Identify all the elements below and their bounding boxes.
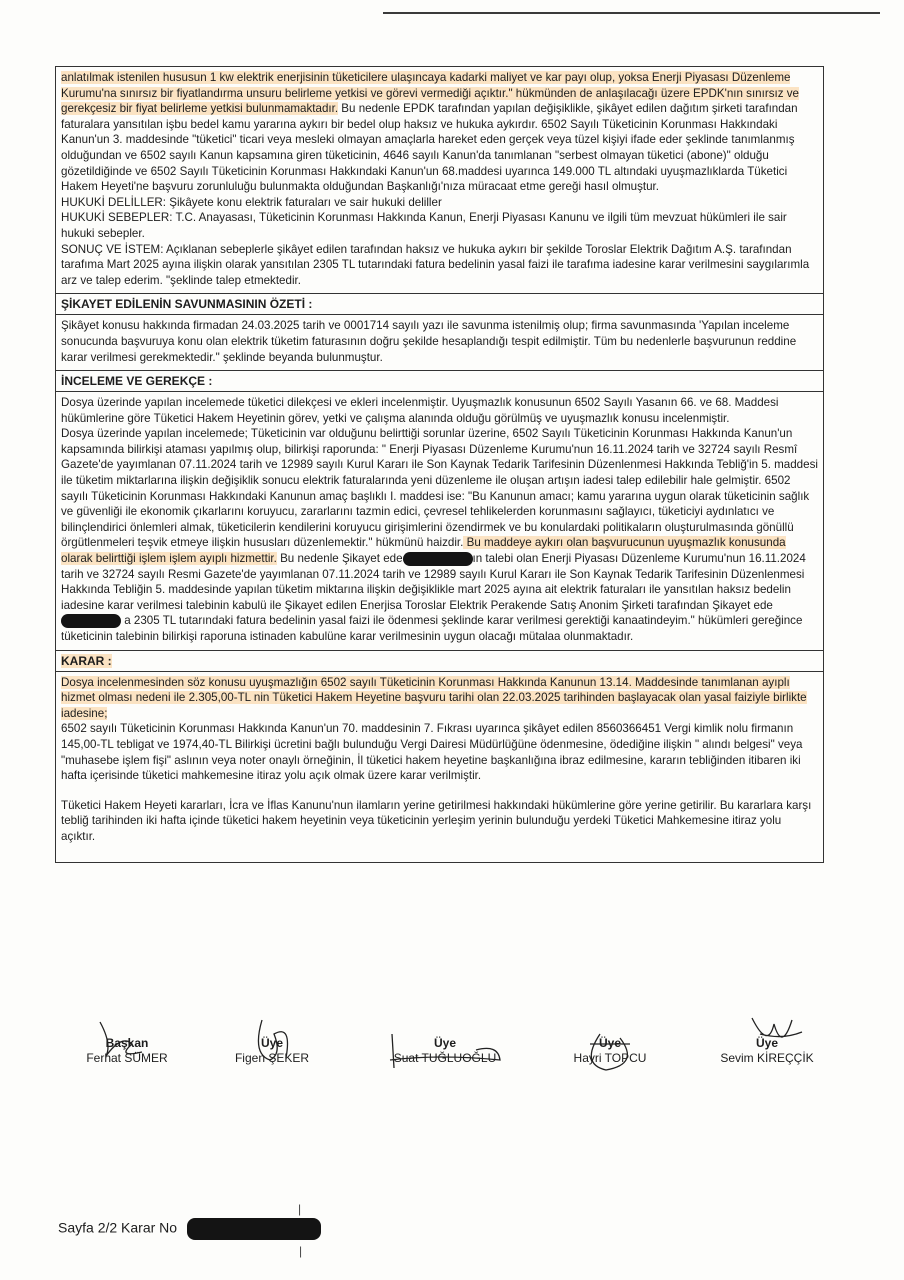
redaction-block (187, 1218, 321, 1240)
review-heading: İNCELEME VE GEREKÇE : (61, 374, 213, 389)
signatory-2: Üye Figen ŞEKER (222, 1036, 322, 1066)
redaction-block (61, 614, 121, 628)
redaction-block (403, 552, 473, 566)
margin-tick: | (298, 1202, 302, 1216)
signatory-4: Üye Hayri TOPCU (560, 1036, 660, 1066)
request-line: SONUÇ VE İSTEM: Açıklanan sebeplerle şikâyet edilen tarafından haksız ve hukuka aykırı bir şekilde Toroslar Elektrik Dağıtım A.Ş. tarafından tarafıma Mart 2025 ayına ilişkin olarak yansıtılan 2305 TL tutarındaki fatura bedelinin yasal faizi ile tarafıma iadesine karar verilmesini saygılarımla arz ve talep ederim. "şeklinde talep etmektedir. (61, 242, 810, 287)
review-section (56, 392, 823, 651)
top-rule (383, 12, 880, 14)
highlighted-text: Bu maddeye aykırı olan başvurucunun uyuşmazlık konusunda olarak belirttiği işlem işlem ayıplı hizmettir. (61, 536, 786, 566)
signature-mark (560, 1014, 660, 1074)
defense-heading: ŞİKAYET EDİLENİN SAVUNMASININ ÖZETİ : (61, 297, 313, 312)
defense-text: Şikâyet konusu hakkında firmadan 24.03.2025 tarih ve 0001714 sayılı yazı ile savunma istenilmiş olup; firma savunmasında 'Yapılan inceleme sonucunda başvuruya konu olan elektrik tüketim faturasının doğru şekilde hesaplandığı tespit edilmiştir. Tüm bu nedenlerle başvurunun reddine karar verilmesi gerekmektedir." şeklinde beyanda bulunmuştur. (61, 319, 797, 364)
decision-paragraph-1: Dosya incelenmesinden söz konusu uyuşmazlığın 6502 sayılı Tüketicinin Korunması Hakkında Kanunun 13.14. Maddesinde tanımlanan ayıplı hizmet olması nedeni ile 2.305,00-TL nin Tüketici Hakem Heyetine başvuru tarihi olan 22.03.2025 tarihinden başlayacak olan yasal faiziyle birlikte iadesine; (61, 675, 807, 720)
signatory-1: Başkan Ferhat SÜMER (72, 1036, 182, 1066)
review-paragraph-1: Dosya üzerinde yapılan incelemede tüketici dilekçesi ve ekleri incelenmiştir. Uyuşmazlık konusunun 6502 Sayılı Yasanın 66. ve 68. Maddesi hükümlerine göre Tüketici Hakem Heyetinin görev, yetki ve çalışma alanında olduğu görülmüş ve uyuşmazlık konusu incelenmiştir. (61, 396, 779, 425)
signatory-3: Üye Suat TUĞLUOĞLU (380, 1036, 510, 1066)
margin-tick: | (299, 1244, 303, 1258)
intro-paragraph: anlatılmak istenilen hususun 1 kw elektrik enerjisinin tüketicilere ulaşıncaya kadarki maliyet ve kar payı olup, yoksa Enerji Piyasası Düzenleme Kurumu'na sınırsız bir fiyatlandırma unsuru belirleme yetkisi ve görevi vermediği açıktır." hükmünden de anlaşılacağı üzere EPDK'nın sınırsız ve gerekçesiz bir fiyat belirleme yetkisi bulunmamaktadır. Bu nedenle EPDK tarafından yapılan değişiklikle, şikâyet edilen dağıtım şirketi tarafından faturalara yansıtılan işbu bedel kamu yararına aykırı bir bedel olup haksız ve hukuka aykırdır. 6502 Sayılı Tüketicinin Korunması Hakkındaki Kanun'un 3. maddesinde "tüketici" ticari veya mesleki olmayan amaçlarla hareket eden gerçek veya tüzel kişiyi ifade eder şeklinde tanımlanmış olduğundan ve 6502 sayılı Kanun kapsamına giren tüketicinin, 4646 sayılı Kanun'da tanımlanan "serbest olmayan tüketici (abone)" olduğu gözetildiğinde ve 6502 Sayılı Tüketicinin Korunması Hakkındaki Kanun'un 68.maddesi uyarınca 149.000 TL altındaki uyuşmazlıklarda Tüketici Hakem Heyeti'ne başvuru zorunluluğu bulunmakta olduğundan Başkanlığı'nıza müracaat etme gereği hasıl olmuştur. (61, 71, 799, 194)
intro-section (56, 67, 823, 294)
decision-paragraph-3: Tüketici Hakem Heyeti kararları, İcra ve İflas Kanunu'nun ilamların yerine getirilmesi hakkındaki hükümlerine göre yerine getirilir. Bu kararlara karşı tebliğ tarihinden iki hafta içinde tüketici hakem heyetinin veya tüketicinin yerleşim yerinin bulunduğu yerdeki Tüketici Mahkemesine itiraz yolu açıktır. (61, 798, 812, 843)
signatory-5: Üye Sevim KİREÇÇİK (712, 1036, 822, 1066)
signature-mark (712, 1014, 822, 1064)
decision-frame (55, 66, 824, 863)
legal-grounds-line: HUKUKİ SEBEPLER: T.C. Anayasası, Tüketicinin Korunması Hakkında Kanun, Enerji Piyasası Kanunu ve ilgili tüm mevzuat hükümleri ile sair hukuki sebepler. (61, 211, 787, 240)
defense-section (56, 315, 823, 371)
decision-section (56, 672, 823, 862)
defense-heading-section (56, 294, 823, 315)
decision-paragraph-2: 6502 sayılı Tüketicinin Korunması Hakkında Kanun'un 70. maddesinin 7. Fıkrası uyarınca şikâyet edilen 8560366451 Vergi kimlik nolu firmanın 145,00-TL tebligat ve 1974,40-TL Bilirkişi ücretini bağlı bulunduğu Vergi Dairesi Müdürlüğüne ödenmesine, ödediğine ilişkin " alındı belgesi" veya "muhasebe işlem fişi" aslının veya noter onaylı örneğinin, İl tüketici hakem heyetine başkanlığına ibraz edilmesine, kararın tebliğinden itibaren iki hafta içerisinde tüketici mahkemesine itiraz yolu açık olmak üzere karar verilmiştir. (61, 722, 803, 783)
signature-mark (222, 1014, 322, 1064)
evidence-line: HUKUKİ DELİLLER: Şikâyete konu elektrik faturaları ve sair hukuki deliller (61, 195, 442, 209)
signature-mark (72, 1014, 182, 1064)
footer-text: Sayfa 2/2 Karar No (58, 1219, 178, 1236)
decision-heading-section (56, 651, 823, 672)
review-heading-section (56, 371, 823, 392)
signature-mark (380, 1014, 510, 1070)
page-footer (58, 1218, 321, 1240)
signature-area (0, 1018, 904, 1108)
decision-heading: KARAR : (61, 653, 112, 668)
highlighted-text: anlatılmak istenilen hususun 1 kw elektrik enerjisinin tüketicilere ulaşıncaya kadarki maliyet ve kar payı olup, yoksa Enerji Piyasası Düzenleme Kurumu'na sınırsız bir fiyatlandırma unsuru belirleme yetkisi ve görevi vermediği açıktır." hükmünden de anlaşılacağı üzere EPDK'nın sınırsız ve gerekçesiz bir fiyat belirleme yetkisi bulunmamaktadır. (61, 71, 799, 116)
review-paragraph-2: Dosya üzerinde yapılan incelemede; Tüketicinin var olduğunu belirttiği sorunlar üzerine, 6502 Sayılı Tüketicinin Korunması Hakkında Kanun'un kapsamında bilirkişi ataması yapılmış olup, bilirkişi raporunda: " Enerji Piyasası Düzenleme Kurumu'nun 16.11.2024 tarih ve 32724 sayılı Resmî Gazete'de yayımlanan 07.11.2024 tarih ve 12989 sayılı Kurul Kararı ile Son Kaynak Tedarik Tarifesinin Düzenlenmesi Hakkında Tebliğ'in 5. maddesi ile tüketim miktarlarına ilişkin değişiklik sonucu elektrik faturalarında yeni düzenleme ile oluşan artışın iadesi talep edilebilir hale gelmiştir. 6502 sayılı Tüketicinin Korunması Hakkındaki Kanunun amaç başlıklı I. maddesi ise: "Bu Kanunun amacı; kamu yararına uygun olarak tüketicinin sağlık ve güvenliği ile ekonomik çıkarlarını koruyucu, zararlarını tazmin edici, çevresel tehlikelerden korunmasını sağlayıcı, tüketiciyi aydınlatıcı ve bilinçlendirici önlemleri almak, tüketicilerin kendilerini koruyucu girişimlerini özendirmek ve bu konulardaki politikaların oluşturulmasında gönüllü örgütlenmeleri teşvik etmeye ilişkin hususları düzenlemektir." hükmünü haizdir. Bu maddeye aykırı olan başvurucunun uyuşmazlık konusunda olarak belirttiği işlem işlem ayıplı hizmettir. Bu nedenle Şikayet ede ın talebi olan Enerji Piyasası Düzenleme Kurumu'nun 16.11.2024 tarih ve 32724 sayılı Resmi Gazete'de yayımlanan 07.11.2024 tarih ve 12989 sayılı Kurul Kararı ile Son Kaynak Tedarik Tarifesinin Düzenlenmesi Hakkında Tebliğin 5. maddesinde yapılan tüketim miktarına ilişkin değişiklikle mart 2025 ayına ait elektrik faturaları ile yansıtılan haksız bedelin iadesine karar verilmesi talebinin kabulü ile Şikayet edilen Enerjisa Toroslar Elektrik Perakende Satış Anonim Şirketi tarafından Şikayet ede a 2305 TL tutarındaki fatura bedelinin yasal faizi ile ödenmesi şeklinde karar verilmesi gerektiği kanaatindeyim." hükümleri gereğince tüketicinin talebinin bilirkişi raporuna istinaden kabulüne karar verilmesinin uygun olacağı mütalaa olunmaktadır. (61, 427, 818, 643)
